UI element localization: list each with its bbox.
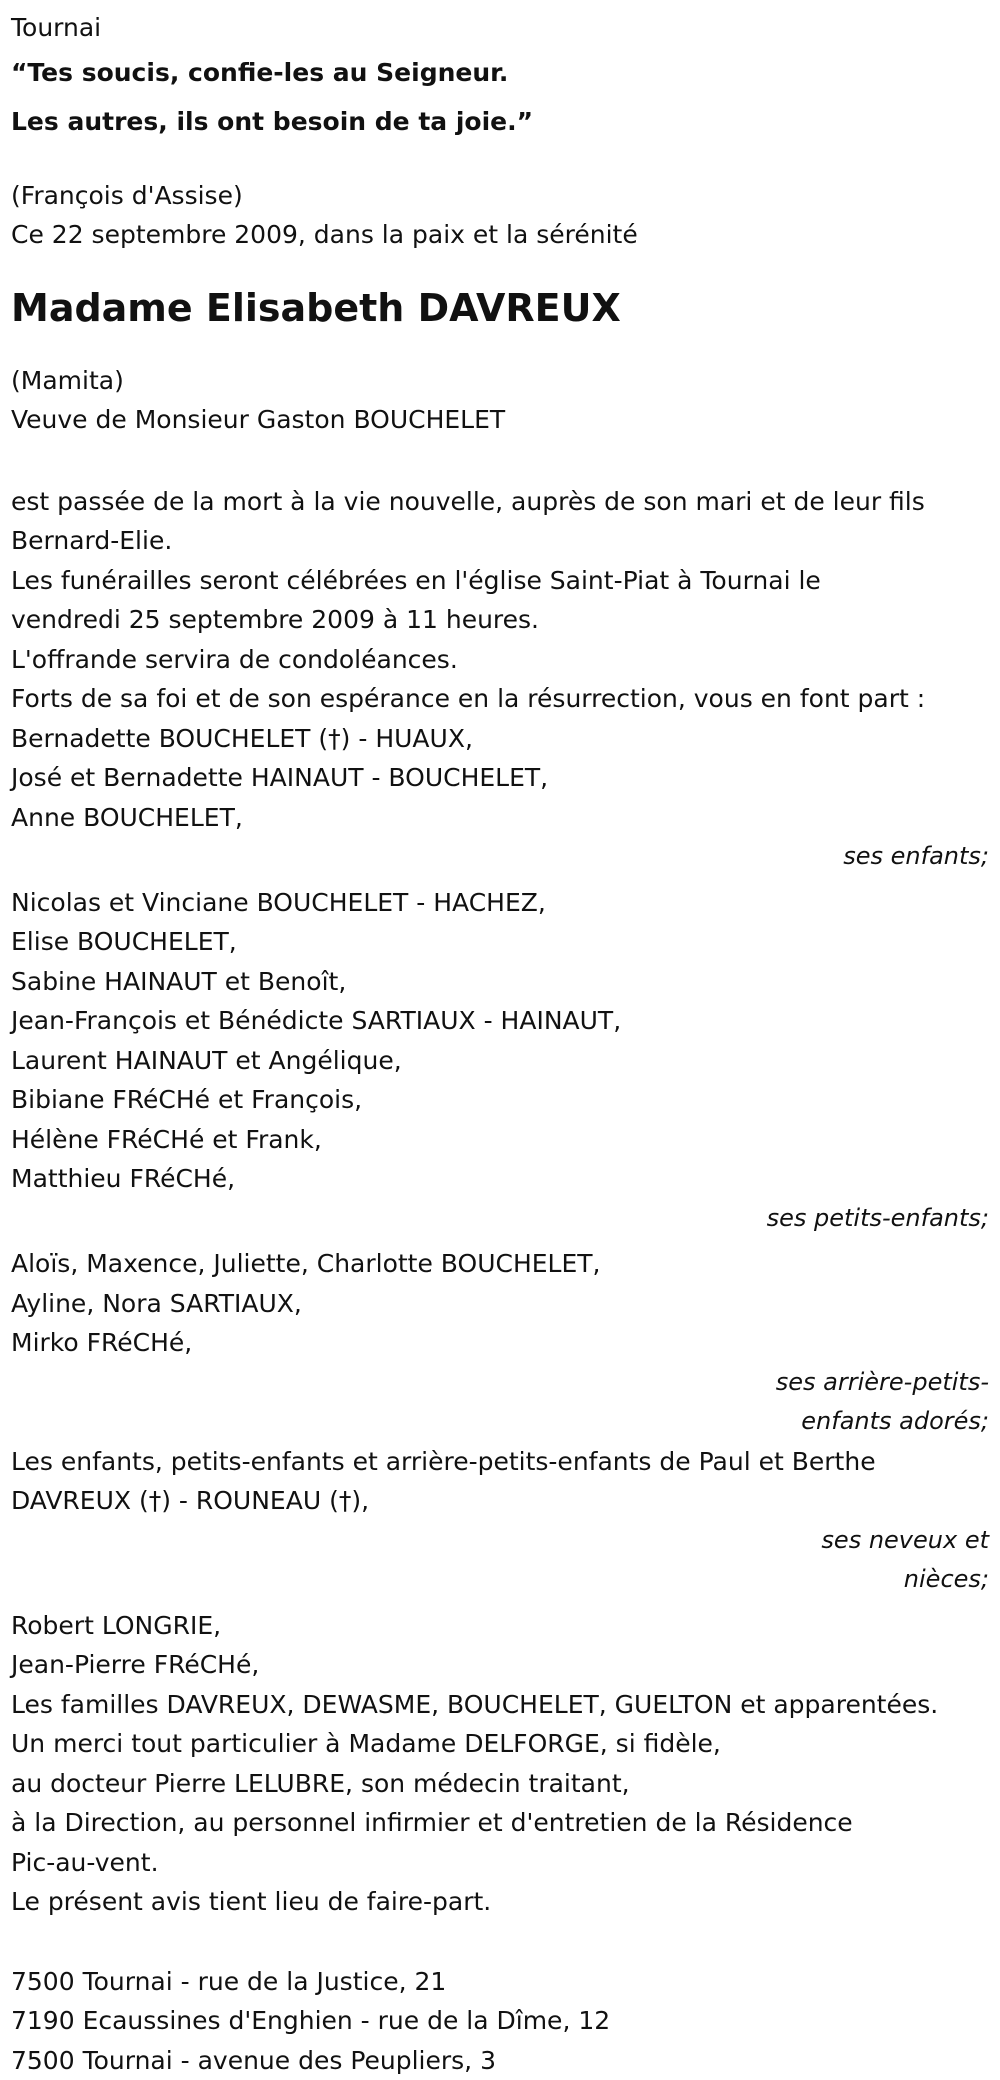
role-line: ses neveux et [11,1521,989,1561]
thanks-line: au docteur Pierre LELUBRE, son médecin traitant, [11,1764,989,1804]
thanks-line: à la Direction, au personnel infirmier et d'entretien de la Résidence [11,1803,989,1843]
family-member: Nicolas et Vinciane BOUCHELET - HACHEZ, [11,883,989,923]
family-member: Les enfants, petits-enfants et arrière-petits-enfants de Paul et Berthe [11,1442,989,1482]
quote-line-1: “Tes soucis, confie-les au Seigneur. [11,48,989,97]
role-great-grandchildren [11,1363,989,1442]
announcement-line: L'offrande servira de condoléances. [11,640,989,680]
family-member: Matthieu FRéCHé, [11,1159,989,1199]
family-member: Les familles DAVREUX, DEWASME, BOUCHELET, GUELTON et apparentées. [11,1685,989,1725]
family-member: Jean-François et Bénédicte SARTIAUX - HAINAUT, [11,1001,989,1041]
family-member: Sabine HAINAUT et Benoît, [11,962,989,1002]
family-member: José et Bernadette HAINAUT - BOUCHELET, [11,758,989,798]
announcement-line: vendredi 25 septembre 2009 à 11 heures. [11,600,989,640]
announcement-line: Forts de sa foi et de son espérance en la résurrection, vous en font part : [11,679,989,719]
announcement-line: est passée de la mort à la vie nouvelle, auprès de son mari et de leur fils [11,482,989,522]
family-member: Mirko FRéCHé, [11,1323,989,1363]
role-line: ses arrière-petits- [11,1363,989,1403]
great-grandchildren-block [11,1244,989,1442]
announcement-line: Bernard-Elie. [11,521,989,561]
deceased-name: Madame Elisabeth DAVREUX [11,279,989,337]
role-grandchildren: ses petits-enfants; [11,1199,989,1239]
address-line: 7500 Tournai - avenue des Peupliers, 3 [11,2041,989,2080]
family-member: Laurent HAINAUT et Angélique, [11,1041,989,1081]
role-nephews [11,1521,989,1600]
thanks-block [11,1724,989,1922]
announcement-line: Les funérailles seront célébrées en l'église Saint-Piat à Tournai le [11,561,989,601]
thanks-line: Un merci tout particulier à Madame DELFORGE, si fidèle, [11,1724,989,1764]
role-line: enfants adorés; [11,1402,989,1442]
addresses-block [11,1962,989,2080]
address-line: 7190 Ecaussines d'Enghien - rue de la Dîme, 12 [11,2001,989,2041]
quote-line-2: Les autres, ils ont besoin de ta joie.” [11,97,989,146]
thanks-line: Le présent avis tient lieu de faire-part. [11,1882,989,1922]
deceased-nickname: (Mamita) [11,361,989,401]
family-member: Robert LONGRIE, [11,1606,989,1646]
family-member: Aloïs, Maxence, Juliette, Charlotte BOUCHELET, [11,1244,989,1284]
children-block [11,719,989,877]
role-children: ses enfants; [11,837,989,877]
address-line: 7500 Tournai - rue de la Justice, 21 [11,1962,989,2002]
role-line: nièces; [11,1560,989,1600]
family-member: Elise BOUCHELET, [11,922,989,962]
family-member: Ayline, Nora SARTIAUX, [11,1284,989,1324]
quote-author: (François d'Assise) [11,176,989,216]
date-line: Ce 22 septembre 2009, dans la paix et la sérénité [11,215,989,255]
family-member: Anne BOUCHELET, [11,798,989,838]
grandchildren-block [11,883,989,1239]
family-member: Bibiane FRéCHé et François, [11,1080,989,1120]
family-member: Hélène FRéCHé et Frank, [11,1120,989,1160]
announcement-block [11,482,989,719]
family-member: DAVREUX (†) - ROUNEAU (†), [11,1481,989,1521]
family-member: Bernadette BOUCHELET (†) - HUAUX, [11,719,989,759]
nephews-block [11,1442,989,1600]
family-member: Jean-Pierre FRéCHé, [11,1645,989,1685]
city-heading: Tournai [11,8,989,48]
others-block [11,1606,989,1725]
widow-of: Veuve de Monsieur Gaston BOUCHELET [11,400,989,440]
thanks-line: Pic-au-vent. [11,1843,989,1883]
